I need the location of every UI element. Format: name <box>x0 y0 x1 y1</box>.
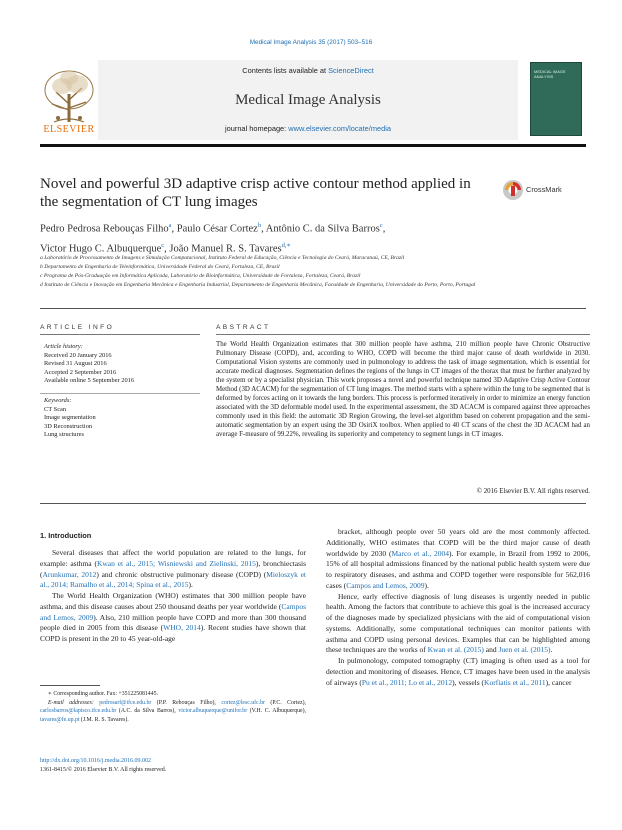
abstract-text: The World Health Organization estimates that 300 million people have asthma, 210 million people have Chronic Obstructive Pulmonary Disease (COPD), and, according to WHO, COPD will become the third major cause of death worldwide in 2030. Computational Vision systems are commonly used in pulmonology to address the task of image segmentation, which is essential for accurate medical diagnoses. Segmentation defines the regions of the lungs in CT images of the thorax that must be further analyzed by the system or by a specialist physician. This work proposes a novel and powerful technique named 3D Adaptive Crisp Active Contour Method (3D ACACM) for the segmentation of CT lung images. The method starts with a sphere within the lung to be segmented that is deformed by forces acting on it towards the lung borders. This process is performed iteratively in order to minimize an energy function associated with the 3D deformable model used. In the experimental assessment, the 3D ACACM is compared against three approaches commonly used in this field: the automatic 3D Region Growing, the level-set algorithm based on coherent propagation and the semi-automatic segmentation by an expert using the 3D OsiriX toolbox. When applied to 40 CT scans of the chest the 3D ACACM had an average F-measure of 99.22%, revealing its superiority and competency to segment lungs in CT images. <box>216 341 590 439</box>
author-name: Victor Hugo C. Albuquerque <box>40 243 162 254</box>
abstract-rule <box>216 334 590 335</box>
abstract-heading: ABSTRACT <box>216 324 271 331</box>
author-line-1 <box>40 218 580 238</box>
body-text: ), cancer <box>545 677 572 687</box>
affiliation-line: c Programa de Pós-Graduação em Informática Aplicada, Laboratório de Bioinformática, Universidade de Fortaleza, Fortaleza, Ceará, Brazil <box>40 273 361 279</box>
body-text: ). Recent studies have shown that COPD is present in the 20 to 45 year-old-age <box>40 623 306 643</box>
keywords <box>44 397 204 440</box>
affiliation-line: d Instituto de Ciência e Inovação em Engenharia Mecânica e Engenharia Industrial, Departamento de Engenharia Mecânica, Faculdade de Engenharia, Universidade do Porto, Porto, Portugal <box>40 282 476 288</box>
doi-link[interactable]: http://dx.doi.org/10.1016/j.media.2016.09.002 <box>40 758 152 764</box>
email-link[interactable]: victor.albuquerque@unifor.br <box>178 708 248 715</box>
author-name: João Manuel R. S. Tavares <box>169 243 282 254</box>
author-affiliation-mark[interactable]: b <box>257 222 262 229</box>
citation-link[interactable]: WHO, 2014 <box>163 623 201 633</box>
author-affiliation-mark[interactable]: d,∗ <box>281 241 291 249</box>
keyword-item: Image segmentation <box>44 414 96 422</box>
body-column-left <box>40 548 306 645</box>
author-separator: , <box>171 223 177 235</box>
body-text: ). <box>188 580 193 590</box>
footnote-text: E-mail addresses: <box>48 699 100 706</box>
email-link[interactable]: cortez@lesc.ufc.br <box>221 699 265 706</box>
affiliation-divider <box>40 308 586 309</box>
footnote-rule <box>40 685 100 686</box>
body-text: ). Also, 210 million people have COPD and more than 300 thousand people died in 2005 from this disease ( <box>40 612 306 633</box>
citation-link[interactable]: Kwan et al., 2015; Wisniewski and Zielinski, 2015 <box>96 558 256 568</box>
homepage-link[interactable]: www.elsevier.com/locate/media <box>288 124 391 133</box>
history-item: Available online 5 September 2016 <box>44 377 135 385</box>
history-item: Revised 31 August 2016 <box>44 360 107 368</box>
abstract-copyright: © 2016 Elsevier B.V. All rights reserved. <box>476 488 590 495</box>
introduction-heading: 1. Introduction <box>40 531 92 540</box>
article-history <box>44 343 204 386</box>
citation-link[interactable]: Marco et al., 2004 <box>391 548 450 558</box>
keywords-label: Keywords: <box>44 397 72 404</box>
keywords-rule <box>40 393 200 394</box>
elsevier-wordmark: ELSEVIER <box>43 124 95 135</box>
history-label: Article history: <box>44 343 83 350</box>
citation-link[interactable]: Campos and Lemos, 2009 <box>40 601 306 622</box>
keyword-item: 3D Reconstruction <box>44 422 93 430</box>
citation-link[interactable]: Campos and Lemos, 2009 <box>346 580 425 590</box>
body-text: ), vessels ( <box>452 677 485 687</box>
history-item: Received 20 January 2016 <box>44 351 112 359</box>
body-text: . <box>550 645 553 655</box>
body-text: ). <box>424 580 429 590</box>
citation-link[interactable]: Arunkumar, 2012 <box>42 569 97 579</box>
body-paragraph <box>40 591 306 645</box>
abstract-bottom-divider <box>40 503 586 504</box>
body-column-right <box>326 527 590 688</box>
header-divider <box>40 144 586 147</box>
history-list <box>44 352 204 386</box>
body-text: and <box>483 645 499 655</box>
author-separator: , <box>261 223 266 235</box>
crossmark-icon <box>502 179 524 201</box>
citation-link[interactable]: Mieloszyk et al., 2014; Ramalho et al., 2014; Spina et al., 2015 <box>40 569 306 590</box>
author-name: Pedro Pedrosa Rebouças Filho <box>40 223 169 235</box>
body-text: ) and chronic obstructive pulmonary disease (COPD) ( <box>96 569 267 579</box>
body-text: Hence, early effective diagnosis of lung diseases is urgently needed in public health. Among the factors that contribute to achieve this goal is the increased accuracy of the diagnoses made by specialized physicians with the aid of computational vision systems. Additionally, some computational techniques can monitor patients with asthma and COPD using personal devices. Examples that can be highlighted among these techniques are the works of <box>326 591 590 655</box>
affiliation-line: b Departamento de Engenharia de Teleinformática, Universidade Federal do Ceará, Fortaleza, CE, Brazil <box>40 264 280 270</box>
corresponding-author-note: ∗ Corresponding author. Fax: +351225081445. <box>48 691 158 697</box>
author-list <box>40 218 580 257</box>
article-title: Novel and powerful 3D adaptive crisp active contour method applied in the segmentation of CT lung images <box>40 176 471 210</box>
citation-link[interactable]: Pu et al., 2011; Lo et al., 2012 <box>361 677 453 687</box>
citation-link[interactable]: Juen et al. (2015) <box>498 645 551 655</box>
body-text: ). For example, in Brazil from 1992 to 2006, 15% of all hospital admissions financed by the national public health system were due to respiratory diseases, and asthma and COPD together were responsible for 562,016 cases ( <box>326 548 590 590</box>
contents-available: Contents lists available at ScienceDirect <box>242 66 374 75</box>
crossmark-badge[interactable] <box>502 181 582 201</box>
body-text: bracket, although people over 50 years old are the most commonly affected. Additionally, WHO estimates that COPD will be the third major cause of death worldwide by 2030 ( <box>326 527 590 558</box>
body-text: The World Health Organization (WHO) estimates that 300 million people have asthma, and this disease causes about 250 thousand deaths per year worldwide ( <box>40 591 306 611</box>
footnote-text: (V.H. C. Albuquerque), <box>247 708 306 715</box>
body-text: In pulmonology, computed tomography (CT) imaging is often used as a tool for detection and monitoring of diseases. Hence, CT images have been used in the analysis of airways ( <box>326 656 590 687</box>
keyword-item: Lung structures <box>44 431 84 439</box>
author-affiliation-mark[interactable]: a <box>168 222 172 229</box>
issn-line: 1361-8415/© 2016 Elsevier B.V. All rights reserved. <box>40 766 167 773</box>
email-addresses <box>40 699 306 725</box>
author-affiliation-mark[interactable]: c <box>379 222 383 229</box>
cover-title: MEDICAL IMAGE ANALYSIS <box>534 69 566 79</box>
body-text: ), bronchiectasis ( <box>40 558 307 579</box>
journal-title: Medical Image Analysis <box>235 92 381 108</box>
keyword-list <box>44 406 204 440</box>
author-separator: , <box>382 223 386 235</box>
article-info-heading: ARTICLE INFO <box>40 324 115 331</box>
body-paragraph <box>326 656 590 688</box>
footnote-text: (J.M. R. S. Tavares). <box>79 717 129 724</box>
history-item: Accepted 2 September 2016 <box>44 368 117 376</box>
citation-link[interactable]: Korfiatis et al., 2011 <box>484 677 546 687</box>
body-paragraph <box>326 527 590 592</box>
email-link[interactable]: tavares@fe.up.pt <box>40 717 80 724</box>
journal-citation[interactable]: Medical Image Analysis 35 (2017) 503–516 <box>249 39 373 46</box>
journal-homepage: journal homepage: www.elsevier.com/locate/media <box>225 124 391 133</box>
body-paragraph <box>40 548 306 591</box>
author-name: Paulo César Cortez <box>176 223 258 235</box>
sciencedirect-link[interactable]: ScienceDirect <box>328 66 374 75</box>
affiliation-line: a Laboratório de Processamento de Imagens e Simulação Computacional, Instituto Federal de Educação, Ciência e Tecnologia do Ceará, Maracanaú, CE, Brazil <box>40 255 405 261</box>
footnote-text: (A.C. da Silva Barros), <box>116 708 179 715</box>
footnotes <box>40 690 306 725</box>
doi-block <box>40 757 340 774</box>
author-name: Antônio C. da Silva Barros <box>265 223 380 235</box>
footnote-text: (P.C. Cortez), <box>264 699 307 706</box>
author-affiliation-mark[interactable]: c <box>161 241 165 249</box>
keyword-item: CT Scan <box>44 405 67 413</box>
email-link[interactable]: carlosbarros@lapisco.ifce.edu.br <box>40 708 117 715</box>
article-info-rule <box>40 334 200 335</box>
author-separator: , <box>164 243 170 254</box>
footnote-text: (P.P. Rebouças Filho), <box>151 699 222 706</box>
email-link[interactable]: pedrosarf@ifce.edu.br <box>99 699 152 706</box>
citation-link[interactable]: Kwan et al. (2015) <box>427 645 484 655</box>
crossmark-label: CrossMark <box>526 185 562 194</box>
body-paragraph <box>326 592 590 657</box>
body-text: Several diseases that affect the world population are related to the lungs, for example: asthma ( <box>40 548 306 568</box>
